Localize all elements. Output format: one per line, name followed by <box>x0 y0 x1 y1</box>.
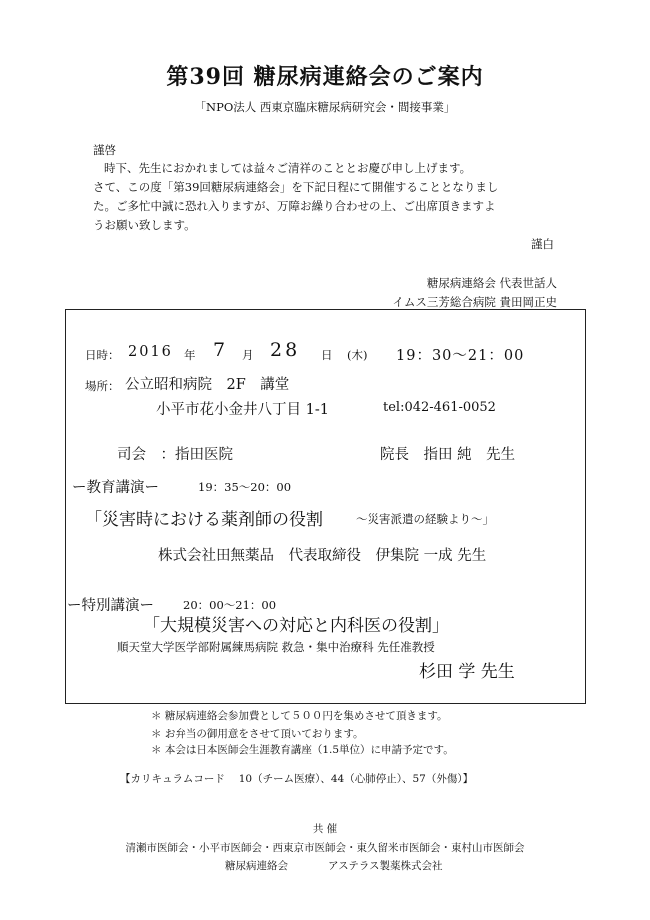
letter-line-4: うお願い致します。 <box>93 218 196 232</box>
letter-line-1: 時下、先生におかれましては益々ご清祥のこととお慶び申し上げます。 <box>104 161 472 175</box>
date-label: 日時： <box>85 348 120 362</box>
note-item: ＊ お弁当の御用意をさせて頂いております。 <box>151 728 364 740</box>
letter-line-3: た。ご多忙中誠に恐れ入りますが、万障お繰り合わせの上、ご出席頂きますよ <box>93 199 496 213</box>
curriculum-code: 【カリキュラムコード 10（チーム医療）、44（心肺停止）、57（外傷）】 <box>120 773 474 785</box>
note-item: ＊ 糖尿病連絡会参加費として５００円を集めさせて頂きます。 <box>151 710 448 722</box>
event-place: 公立昭和病院 2F 講堂 <box>125 377 290 393</box>
chair-label: 司会 ：指田医院 <box>117 447 233 463</box>
letter-line-2: さて、この度「第39回糖尿病連絡会」を下記日程にて開催することとなりまし <box>93 180 499 194</box>
year-unit: 年 <box>184 348 196 362</box>
month-unit: 月 <box>242 348 254 362</box>
event-address: 小平市花小金井八丁目 1-1 <box>156 402 329 418</box>
lecture2-speaker: 杉田 学 先生 <box>419 662 515 682</box>
event-day: 28 <box>270 339 301 361</box>
letter-closing: 謹白 <box>531 237 554 251</box>
chair-name: 院長 指田 純 先生 <box>380 447 516 463</box>
event-year: 2016 <box>128 344 173 360</box>
lecture2-time: 20：00〜21：00 <box>183 598 277 612</box>
event-tel: tel:042-461-0052 <box>383 400 496 415</box>
place-label: 場所： <box>85 379 120 393</box>
event-time: 19：30〜21：00 <box>396 348 525 364</box>
letter-opening: 謹啓 <box>93 143 116 157</box>
cohost-org-2: アステラス製薬株式会社 <box>328 860 443 872</box>
lecture1-subtitle: 〜災害派遣の経験より〜」 <box>356 512 494 526</box>
lecture1-title: 「災害時における薬剤師の役割 <box>85 510 323 530</box>
lecture2-header: ー特別講演ー <box>67 598 154 614</box>
lecture1-time: 19：35〜20：00 <box>198 480 292 494</box>
note-item: ＊ 本会は日本医師会生涯教育講座（1.5単位）に申請予定です。 <box>151 744 454 756</box>
lecture2-title: 「大規模災害への対応と内科医の役割」 <box>143 616 449 636</box>
sender-org: 糖尿病連絡会 代表世話人 <box>426 276 557 290</box>
lecture2-affiliation: 順天堂大学医学部附属練馬病院 救急・集中治療科 先任准教授 <box>117 640 435 654</box>
event-month: 7 <box>213 339 226 361</box>
cohost-org-1: 糖尿病連絡会 <box>225 860 288 872</box>
cohost-line-1: 清瀬市医師会・小平市医師会・西東京市医師会・東久留米市医師会・東村山市医師会 <box>125 842 525 854</box>
page-title: 第39回 糖尿病連絡会のご案内 <box>166 64 484 90</box>
event-weekday: (木) <box>347 348 368 362</box>
sender-name: イムス三芳総合病院 貴田岡正史 <box>392 295 557 309</box>
subtitle: 「NPO法人 西東京臨床糖尿病研究会・間接事業」 <box>194 100 456 114</box>
day-unit: 日 <box>321 348 333 362</box>
cohost-label: 共 催 <box>312 823 338 835</box>
lecture1-speaker: 株式会社田無薬品 代表取締役 伊集院 一成 先生 <box>158 548 487 564</box>
lecture1-header: ー教育講演ー <box>72 480 159 496</box>
